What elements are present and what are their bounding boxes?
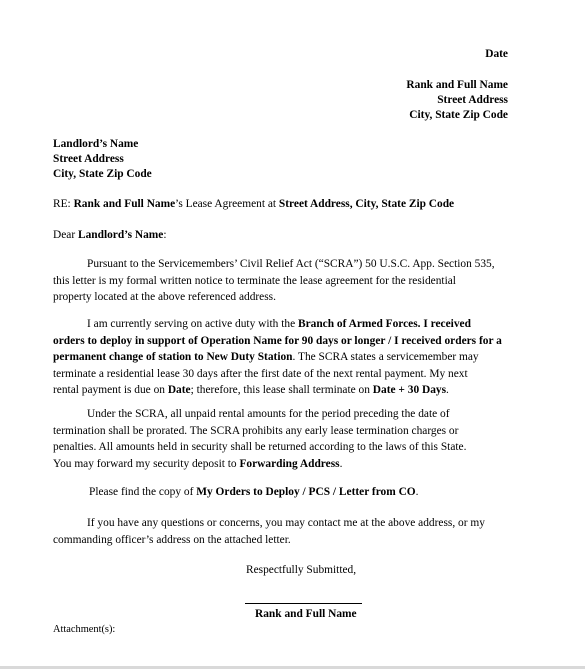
re-middle: ’s Lease Agreement at [175,198,279,210]
orders-field: orders to deploy in support of Operation Name for 90 days or longer / I received orders for a [53,334,502,347]
text-run: . The SCRA states a servicemember may [292,351,479,363]
paragraph-line: commanding officer’s address on the attached letter. [53,533,291,546]
salutation-suffix: : [163,229,167,241]
payment-date-field: Date [167,384,191,396]
paragraph-line: Under the SCRA, all unpaid rental amounts for the period preceding the date of [87,408,450,420]
salutation-name: Landlord’s Name [77,229,164,241]
re-name: Rank and Full Name [73,198,176,210]
sender-street: Street Address [437,94,508,106]
re-address: Street Address, City, State Zip Code [278,198,455,210]
text-run: . [415,486,419,498]
forwarding-address-field: Forwarding Address [239,457,340,470]
paragraph-line [53,456,511,473]
paragraph-line [53,382,511,399]
text-run: . [339,457,343,470]
paragraph-line: Pursuant to the Servicemembers’ Civil Relief Act (“SCRA”) 50 U.S.C. App. Section 535, [87,258,495,270]
salutation-prefix: Dear [53,229,78,241]
sender-city: City, State Zip Code [409,109,508,121]
orders-document-field: My Orders to Deploy / PCS / Letter from CO [196,486,416,498]
re-line [53,196,454,213]
paragraph-orders-copy [89,484,419,501]
paragraph-line: terminate a residential lease 30 days after the first date of the next rental payment. My next [53,367,468,380]
sender-name: Rank and Full Name [406,79,508,91]
paragraph-proration [53,406,511,472]
salutation [53,227,167,244]
text-run: I am currently serving on active duty with the [87,318,298,330]
text-run: You may forward my security deposit to [53,457,240,470]
paragraph-scra-notice [53,256,511,306]
date: Date [485,48,508,60]
text-run: . [446,384,449,396]
recipient-city: City, State Zip Code [53,168,152,180]
signature-line [245,603,362,604]
signature-name: Rank and Full Name [255,608,357,620]
paragraph-line: penalties. All amounts held in security shall be returned according to the laws of this State. [53,441,467,453]
text-run: ; therefore, this lease shall terminate on [190,384,373,396]
paragraph-active-duty [53,316,511,399]
re-prefix: RE: [53,198,74,210]
attachments-label: Attachment(s): [53,624,116,635]
recipient-name: Landlord’s Name [53,138,139,150]
paragraph-line [53,349,511,366]
paragraph-line: property located at the above referenced address. [53,291,276,303]
termination-date-field: Date + 30 Days [372,384,447,396]
paragraph-line [53,333,511,350]
pcs-field: permanent change of station to New Duty Station [53,351,293,363]
paragraph-line: termination shall be prorated. The SCRA prohibits any early lease termination charges or [53,424,459,437]
paragraph-contact [53,515,511,548]
text-run: Please find the copy of [89,486,197,498]
recipient-street: Street Address [53,153,124,165]
paragraph-line: this letter is my formal written notice to terminate the lease agreement for the residential [53,274,456,287]
closing-text: Respectfully Submitted, [246,564,357,576]
paragraph-line [53,316,511,333]
branch-field: Branch of Armed Forces. I received [297,318,471,330]
text-run: rental payment is due on [53,384,168,396]
paragraph-line: If you have any questions or concerns, you may contact me at the above address, or my [87,517,485,529]
